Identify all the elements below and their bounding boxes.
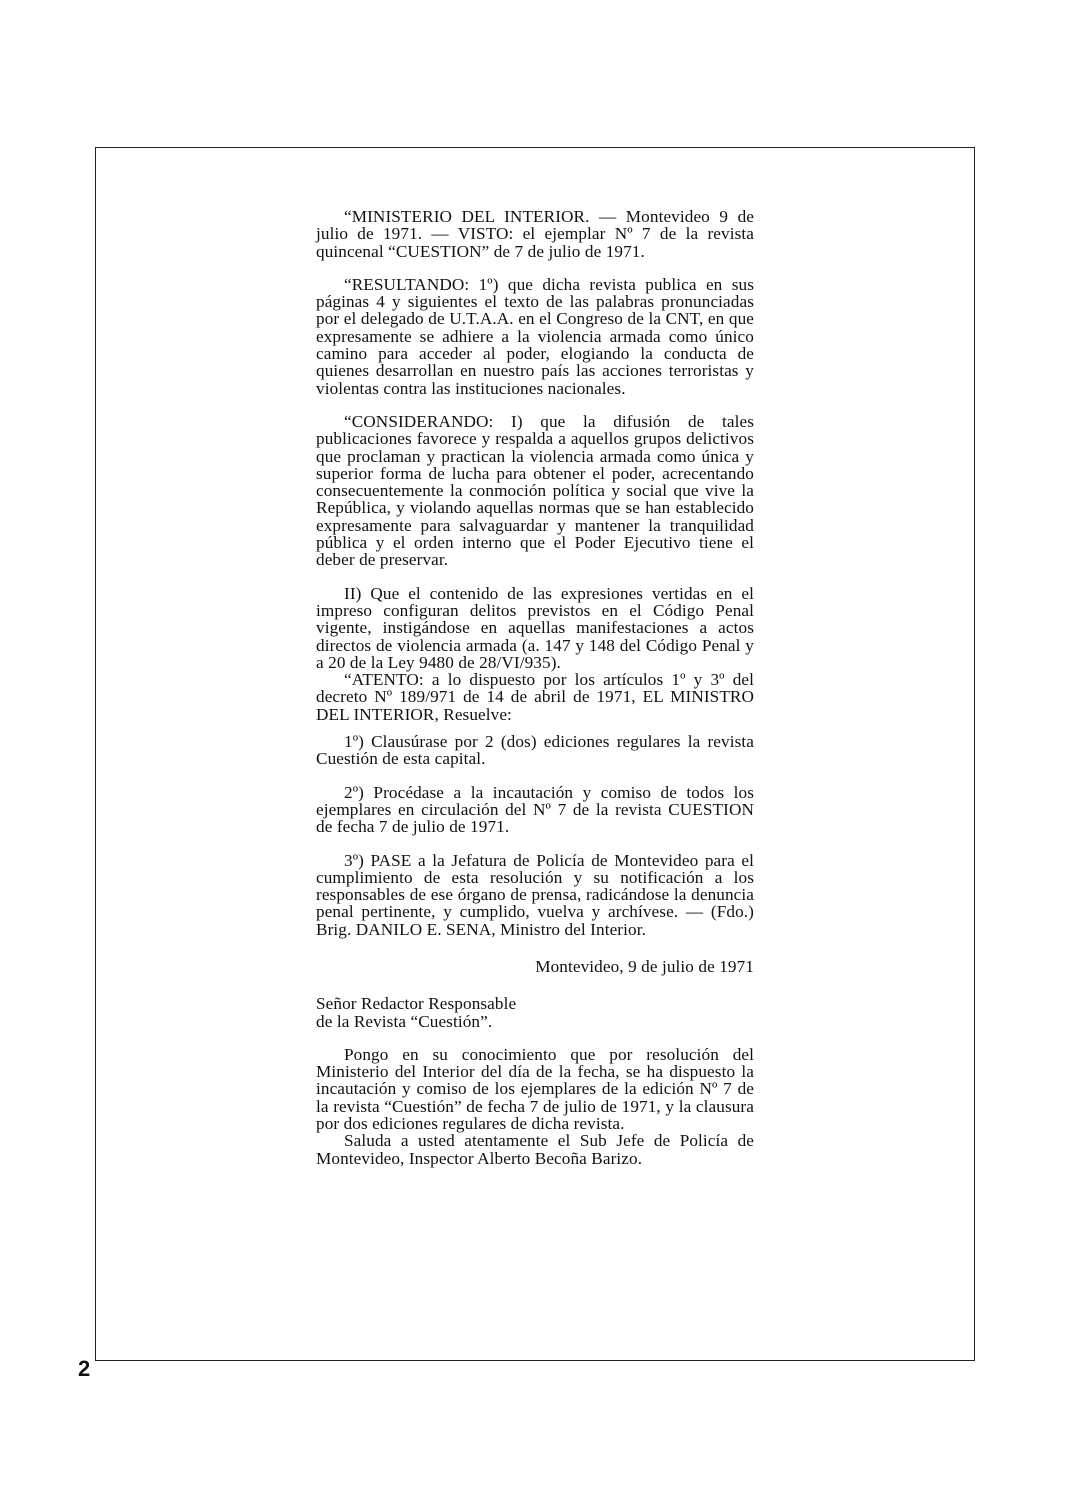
letter-closing: Saluda a usted atentamente el Sub Jefe de Policía de Montevideo, Inspector Alberto Becoña Barizo. bbox=[316, 1131, 754, 1168]
document-body bbox=[316, 208, 754, 1167]
resolution-item-2: 2º) Procédase a la incautación y comiso de todos los ejemplares en circulación del Nº 7 de la revista CUESTION de fecha 7 de julio de 1971. bbox=[316, 782, 754, 837]
letter-salutation-line1: Señor Redactor Responsable bbox=[316, 994, 517, 1014]
resolution-header-paragraph: “MINISTERIO DEL INTERIOR. — Montevideo 9 de julio de 1971. — VISTO: el ejemplar Nº 7 de la revista quincenal “CUESTION” de 7 de julio de 1971. bbox=[316, 207, 754, 261]
considerando-ii-paragraph: II) Que el contenido de las expresiones vertidas en el impreso configuran delitos previstos en el Código Penal vigente, instigándose en aquellas manifestaciones a actos directos de violencia armada (a. 147 y 148 del Código Penal y a 20 de la Ley 9480 de 28/VI/935). bbox=[316, 583, 754, 672]
letter-body: Pongo en su conocimiento que por resolución del Ministerio del Interior del día de la fecha, se ha dispuesto la incautación y comiso de los ejemplares de la edición Nº 7 de la revista “Cuestión” de fecha 7 de julio de 1971, y la clausura por dos ediciones regulares de dicha revista. bbox=[316, 1044, 754, 1134]
page-number: 2 bbox=[78, 1356, 91, 1381]
considerando-paragraph: “CONSIDERANDO: I) que la difusión de tales publicaciones favorece y respalda a aquellos grupos delictivos que proclaman y practican la violencia armada como única y superior forma de lucha para obtener el poder, acrecentando consecuentemente la conmoción política y social que vive la República, y violando aquellas normas que se han establecido expresamente para salvaguardar y mantener la tranquilidad pública y el orden interno que el Poder Ejecutivo tiene el deber de preservar. bbox=[316, 411, 754, 570]
resultando-paragraph: “RESULTANDO: 1º) que dicha revista publica en sus páginas 4 y siguientes el texto de las palabras pronunciadas por el delegado de U.T.A.A. en el Congreso de la CNT, en que expresamente se adhiere a la violencia armada como único camino para acceder al poder, elogiando la conducta de quienes desarrollan en nuestro país las acciones terroristas y violentas contra las instituciones nacionales. bbox=[316, 274, 754, 398]
atento-paragraph: “ATENTO: a lo dispuesto por los artículos 1º y 3º del decreto Nº 189/971 de 14 de abril de 1971, EL MINISTRO DEL INTERIOR, Resuelve: bbox=[316, 670, 754, 724]
resolution-item-3: 3º) PASE a la Jefatura de Policía de Montevideo para el cumplimiento de esta resolución y su notificación a los responsables de ese órgano de prensa, radicándose la denuncia penal pertinente, y cumplido, vuelva y archívese. — (Fdo.) Brig. DANILO E. SENA, Ministro del Interior. bbox=[316, 850, 754, 939]
resolution-item-1: 1º) Clausúrase por 2 (dos) ediciones regulares la revista Cuestión de esta capital. bbox=[316, 732, 754, 769]
letter-salutation-line2: de la Revista “Cuestión”. bbox=[316, 1011, 493, 1031]
letter-date: Montevideo, 9 de julio de 1971 bbox=[535, 956, 754, 976]
